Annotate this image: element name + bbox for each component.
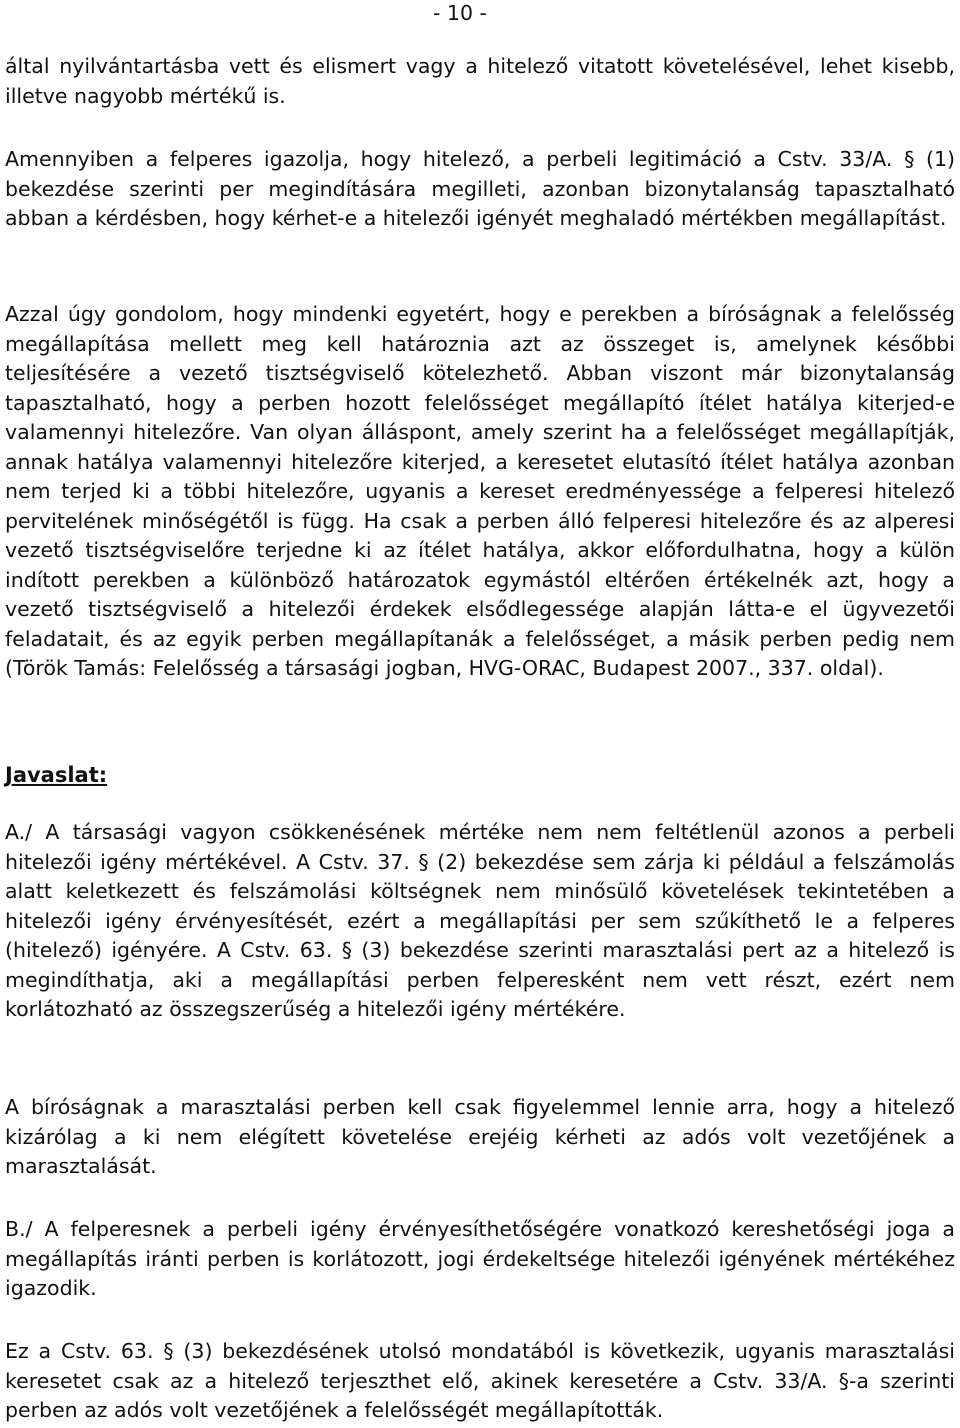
paragraph-3: Azzal úgy gondolom, hogy mindenki egyetért, hogy e perekben a bíróságnak a felelősség megállapítása mellett meg kell határoznia azt az összeget is, amelynek későbbi teljesítésére a vezető tisztségviselő kötelezhető. Abban viszont már bizonytalanság tapasztalható, hogy a perben hozott felelősséget megállapító ítélet hatálya kiterjed-e valamennyi hitelezőre. Van olyan álláspont, amely szerint ha a felelősséget megállapítják, annak hatálya valamennyi hitelezőre kiterjed, a keresetet elutasító ítélet hatálya azonban nem terjed ki a többi hitelezőre, ugyanis a kereset eredményessége a felperesi hitelező pervitelének minőségétől is függ. Ha csak a perben álló felperesi hitelezőre és az alperesi vezető tisztségviselőre terjedne ki az ítélet hatálya, akkor előfordulhatna, hogy a külön indított perekben a különböző határozatok egymástól eltérően értékelnék azt, hogy a vezető tisztségviselő a hitelezői érdekek elsődlegessége alapján látta-e el ügyvezetői feladatait, és az egyik perben megállapítanák a felelősséget, a másik perben pedig nem (Török Tamás: Felelősség a társasági jogban, HVG-ORAC, Budapest 2007., 337. oldal). bbox=[5, 302, 955, 680]
paragraph-1: által nyilvántartásba vett és elismert vagy a hitelező vitatott követelésével, lehet kisebb, illetve nagyobb mértékű is. bbox=[5, 54, 955, 108]
page-number: - 10 - bbox=[433, 1, 487, 25]
section-heading: Javaslat: bbox=[5, 763, 108, 787]
paragraph-2: Amennyiben a felperes igazolja, hogy hitelező, a perbeli legitimáció a Cstv. 33/A. § (1) bekezdése szerinti per megindítására megilleti, azonban bizonytalanság tapasztalható abban a kérdésben, hogy kérhet-e a hitelezői igényét meghaladó mértékben megállapítást. bbox=[5, 147, 955, 230]
paragraph-7: Ez a Cstv. 63. § (3) bekezdésének utolsó mondatából is következik, ugyanis marasztalási keresetet csak az a hitelező terjeszthet elő, akinek keresetére a Cstv. 33/A. §-a szerinti perben az adós volt vezetőjének a felelősségét megállapították. bbox=[5, 1339, 955, 1422]
paragraph-6: B./ A felperesnek a perbeli igény érvényesíthetőségére vonatkozó kereshetőségi joga a megállapítás iránti perben is korlátozott, jogi érdekeltsége hitelezői igényének mértékéhez igazodik. bbox=[5, 1217, 955, 1300]
paragraph-4: A./ A társasági vagyon csökkenésének mértéke nem nem feltétlenül azonos a perbeli hitelezői igény mértékével. A Cstv. 37. § (2) bekezdése sem zárja ki például a felszámolás alatt keletkezett és felszámolási költségnek nem minősülő követelések tekintetében a hitelezői igény érvényesítését, ezért a megállapítási per sem szűkíthető le a felperes (hitelező) igényére. A Cstv. 63. § (3) bekezdése szerinti marasztalási pert az a hitelező is megindíthatja, aki a megállapítási perben felperesként nem vett részt, ezért nem korlátozható az összegszerűség a hitelezői igény mértékére. bbox=[5, 820, 955, 1021]
paragraph-5: A bíróságnak a marasztalási perben kell csak figyelemmel lennie arra, hogy a hitelező kizárólag a ki nem elégített követelése erejéig kérheti az adós volt vezetőjének a marasztalását. bbox=[5, 1095, 955, 1178]
